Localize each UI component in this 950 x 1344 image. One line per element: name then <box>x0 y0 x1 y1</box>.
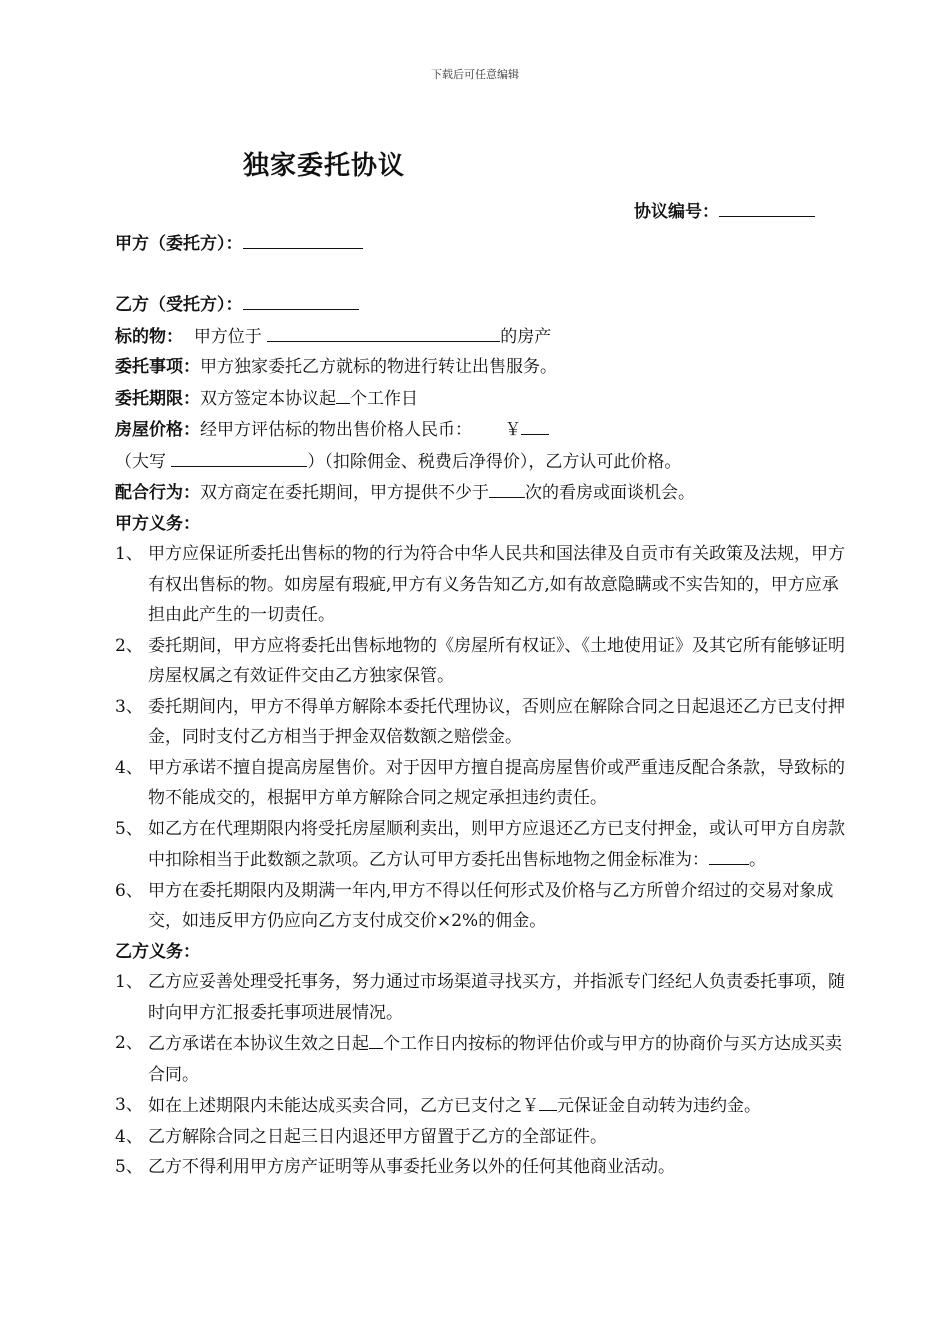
party-a-obligation-item <box>115 631 855 692</box>
period-text-before: 双方签定本协议起 <box>200 388 336 409</box>
period-days-blank <box>336 383 350 404</box>
party-a-obligation-item <box>115 876 855 937</box>
item-text: 甲方在委托期限内及期满一年内,甲方不得以任何形式及价格与乙方所曾介绍过的交易对象成交，如违反甲方仍应向乙方支付成交价×2%的佣金。 <box>148 880 834 931</box>
item-number: 3、 <box>115 1095 143 1115</box>
party-b-obligations-heading: 乙方义务： <box>115 941 200 962</box>
price-text: 经甲方评估标的物出售价格人民币： <box>200 420 472 440</box>
item-text-wrapper <box>148 1090 855 1122</box>
party-a-obligation-item <box>115 539 855 631</box>
price-capital-line <box>115 446 855 478</box>
party-a-blank <box>243 228 363 249</box>
item-text-wrapper <box>148 1028 855 1090</box>
matter-label: 委托事项： <box>115 357 200 377</box>
party-a-line <box>115 228 855 260</box>
subject-address-blank <box>267 321 500 342</box>
page-header-note: 下载后可任意编辑 <box>431 68 519 81</box>
cooperation-line <box>115 477 855 509</box>
price-label: 房屋价格： <box>115 420 200 440</box>
period-label: 委托期限： <box>115 388 200 409</box>
party-b-blank <box>243 289 359 310</box>
cooperation-text-after: 次的看房或面谈机会。 <box>525 483 695 503</box>
cooperation-text-before: 双方商定在委托期间，甲方提供不少于 <box>200 483 489 503</box>
item-text: 甲方承诺不擅自提高房屋售价。对于因甲方擅自提高房屋售价或严重违反配合条款，导致标的物不能成交的，根据甲方单方解除合同之规定承担违约责任。 <box>148 757 845 808</box>
price-currency: ￥ <box>504 420 522 440</box>
item-number: 1、 <box>115 544 143 564</box>
party-b-line <box>115 289 855 321</box>
item-number: 4、 <box>115 757 143 778</box>
item-number: 6、 <box>115 880 143 901</box>
item-text: 如乙方在代理期限内将受托房屋顺利卖出，则甲方应退还乙方已支付押金，或认可甲方自房款中扣除相当于此数额之款项。乙方认可甲方委托出售标地物之佣金标准为： <box>148 818 845 870</box>
agreement-number-blank <box>719 196 815 217</box>
party-a-obligation-item <box>115 753 855 814</box>
party-a-obligation-item <box>115 814 855 876</box>
price-capital-blank <box>171 446 307 467</box>
item-text-before: 乙方承诺在本协议生效之日起 <box>148 1034 369 1054</box>
item-text-after: 元保证金自动转为违约金。 <box>557 1096 761 1116</box>
document-title: 独家委托协议 <box>243 151 406 181</box>
item-number: 2、 <box>115 635 143 656</box>
matter-text: 甲方独家委托乙方就标的物进行转让出售服务。 <box>200 357 557 377</box>
item-text: 甲方应保证所委托出售标的物的行为符合中华人民共和国法律及自贡市有关政策及法规，甲方有权出售标的物。如房屋有瑕疵,甲方有义务告知乙方,如有故意隐瞒或不实告知的，甲方应承担由此产生的一切责任。 <box>148 544 845 625</box>
item-text-before: 如在上述期限内未能达成买卖合同，乙方已支付之￥ <box>148 1096 539 1116</box>
deposit-amount-blank <box>539 1090 557 1111</box>
matter-line <box>115 352 855 383</box>
party-a-label: 甲方（委托方）： <box>115 233 243 254</box>
item-text: 委托期间，甲方应将委托出售标地物的《房屋所有权证》、《土地使用证》及其它所有能够证明房屋权属之有效证件交由乙方独家保管。 <box>148 635 845 686</box>
party-b-obligation-item <box>115 1152 855 1183</box>
item-number: 5、 <box>115 818 143 839</box>
price-amount-blank <box>521 414 549 435</box>
party-b-obligation-item <box>115 967 855 1028</box>
item-text: 委托期间内，甲方不得单方解除本委托代理协议，否则应在解除合同之日起退还乙方已支付押金，同时支付乙方相当于押金双倍数额之赔偿金。 <box>148 696 845 747</box>
party-a-obligations-heading: 甲方义务： <box>115 513 200 534</box>
party-b-obligation-item <box>115 1028 855 1090</box>
price-capital-open: （大写 <box>115 451 166 472</box>
item-text-tail: 。 <box>749 850 766 870</box>
cooperation-label: 配合行为： <box>115 483 200 503</box>
cooperation-count-blank <box>489 477 525 498</box>
item-number: 2、 <box>115 1033 143 1053</box>
spacer <box>115 259 855 289</box>
party-b-label: 乙方（受托方）： <box>115 295 243 315</box>
party-b-obligation-item <box>115 1090 855 1122</box>
agreement-number-label: 协议编号： <box>634 202 719 222</box>
commission-blank <box>709 844 749 865</box>
item-number: 5、 <box>115 1157 143 1177</box>
item-number: 3、 <box>115 696 143 717</box>
period-line <box>115 383 855 415</box>
subject-text-before: 甲方位于 <box>193 326 262 347</box>
subject-label: 标的物： <box>115 326 183 347</box>
party-b-obligation-item <box>115 1122 855 1153</box>
agreement-number-line <box>115 196 855 228</box>
item-text-after: 个工作日内按标的物评估价或与甲方的协商价与买方达成买卖合同。 <box>148 1034 842 1085</box>
item-text: 乙方不得利用甲方房产证明等从事委托业务以外的任何其他商业活动。 <box>148 1157 675 1177</box>
price-line <box>115 414 855 446</box>
document-body <box>115 196 855 1183</box>
party-a-obligation-item <box>115 692 855 753</box>
subject-text-after: 的房产 <box>500 326 552 347</box>
price-capital-close: ）（扣除佣金、税费后净得价），乙方认可此价格。 <box>307 451 682 472</box>
working-days-blank <box>369 1028 383 1049</box>
item-text: 乙方应妥善处理受托事务，努力通过市场渠道寻找买方，并指派专门经纪人负责委托事项，随时向甲方汇报委托事项进展情况。 <box>148 972 845 1023</box>
item-text: 乙方解除合同之日起三日内退还甲方留置于乙方的全部证件。 <box>148 1126 607 1147</box>
item-text-wrapper <box>148 814 855 876</box>
period-text-after: 个工作日 <box>350 388 418 409</box>
item-number: 4、 <box>115 1126 143 1147</box>
item-number: 1、 <box>115 972 143 992</box>
subject-line <box>115 321 855 353</box>
